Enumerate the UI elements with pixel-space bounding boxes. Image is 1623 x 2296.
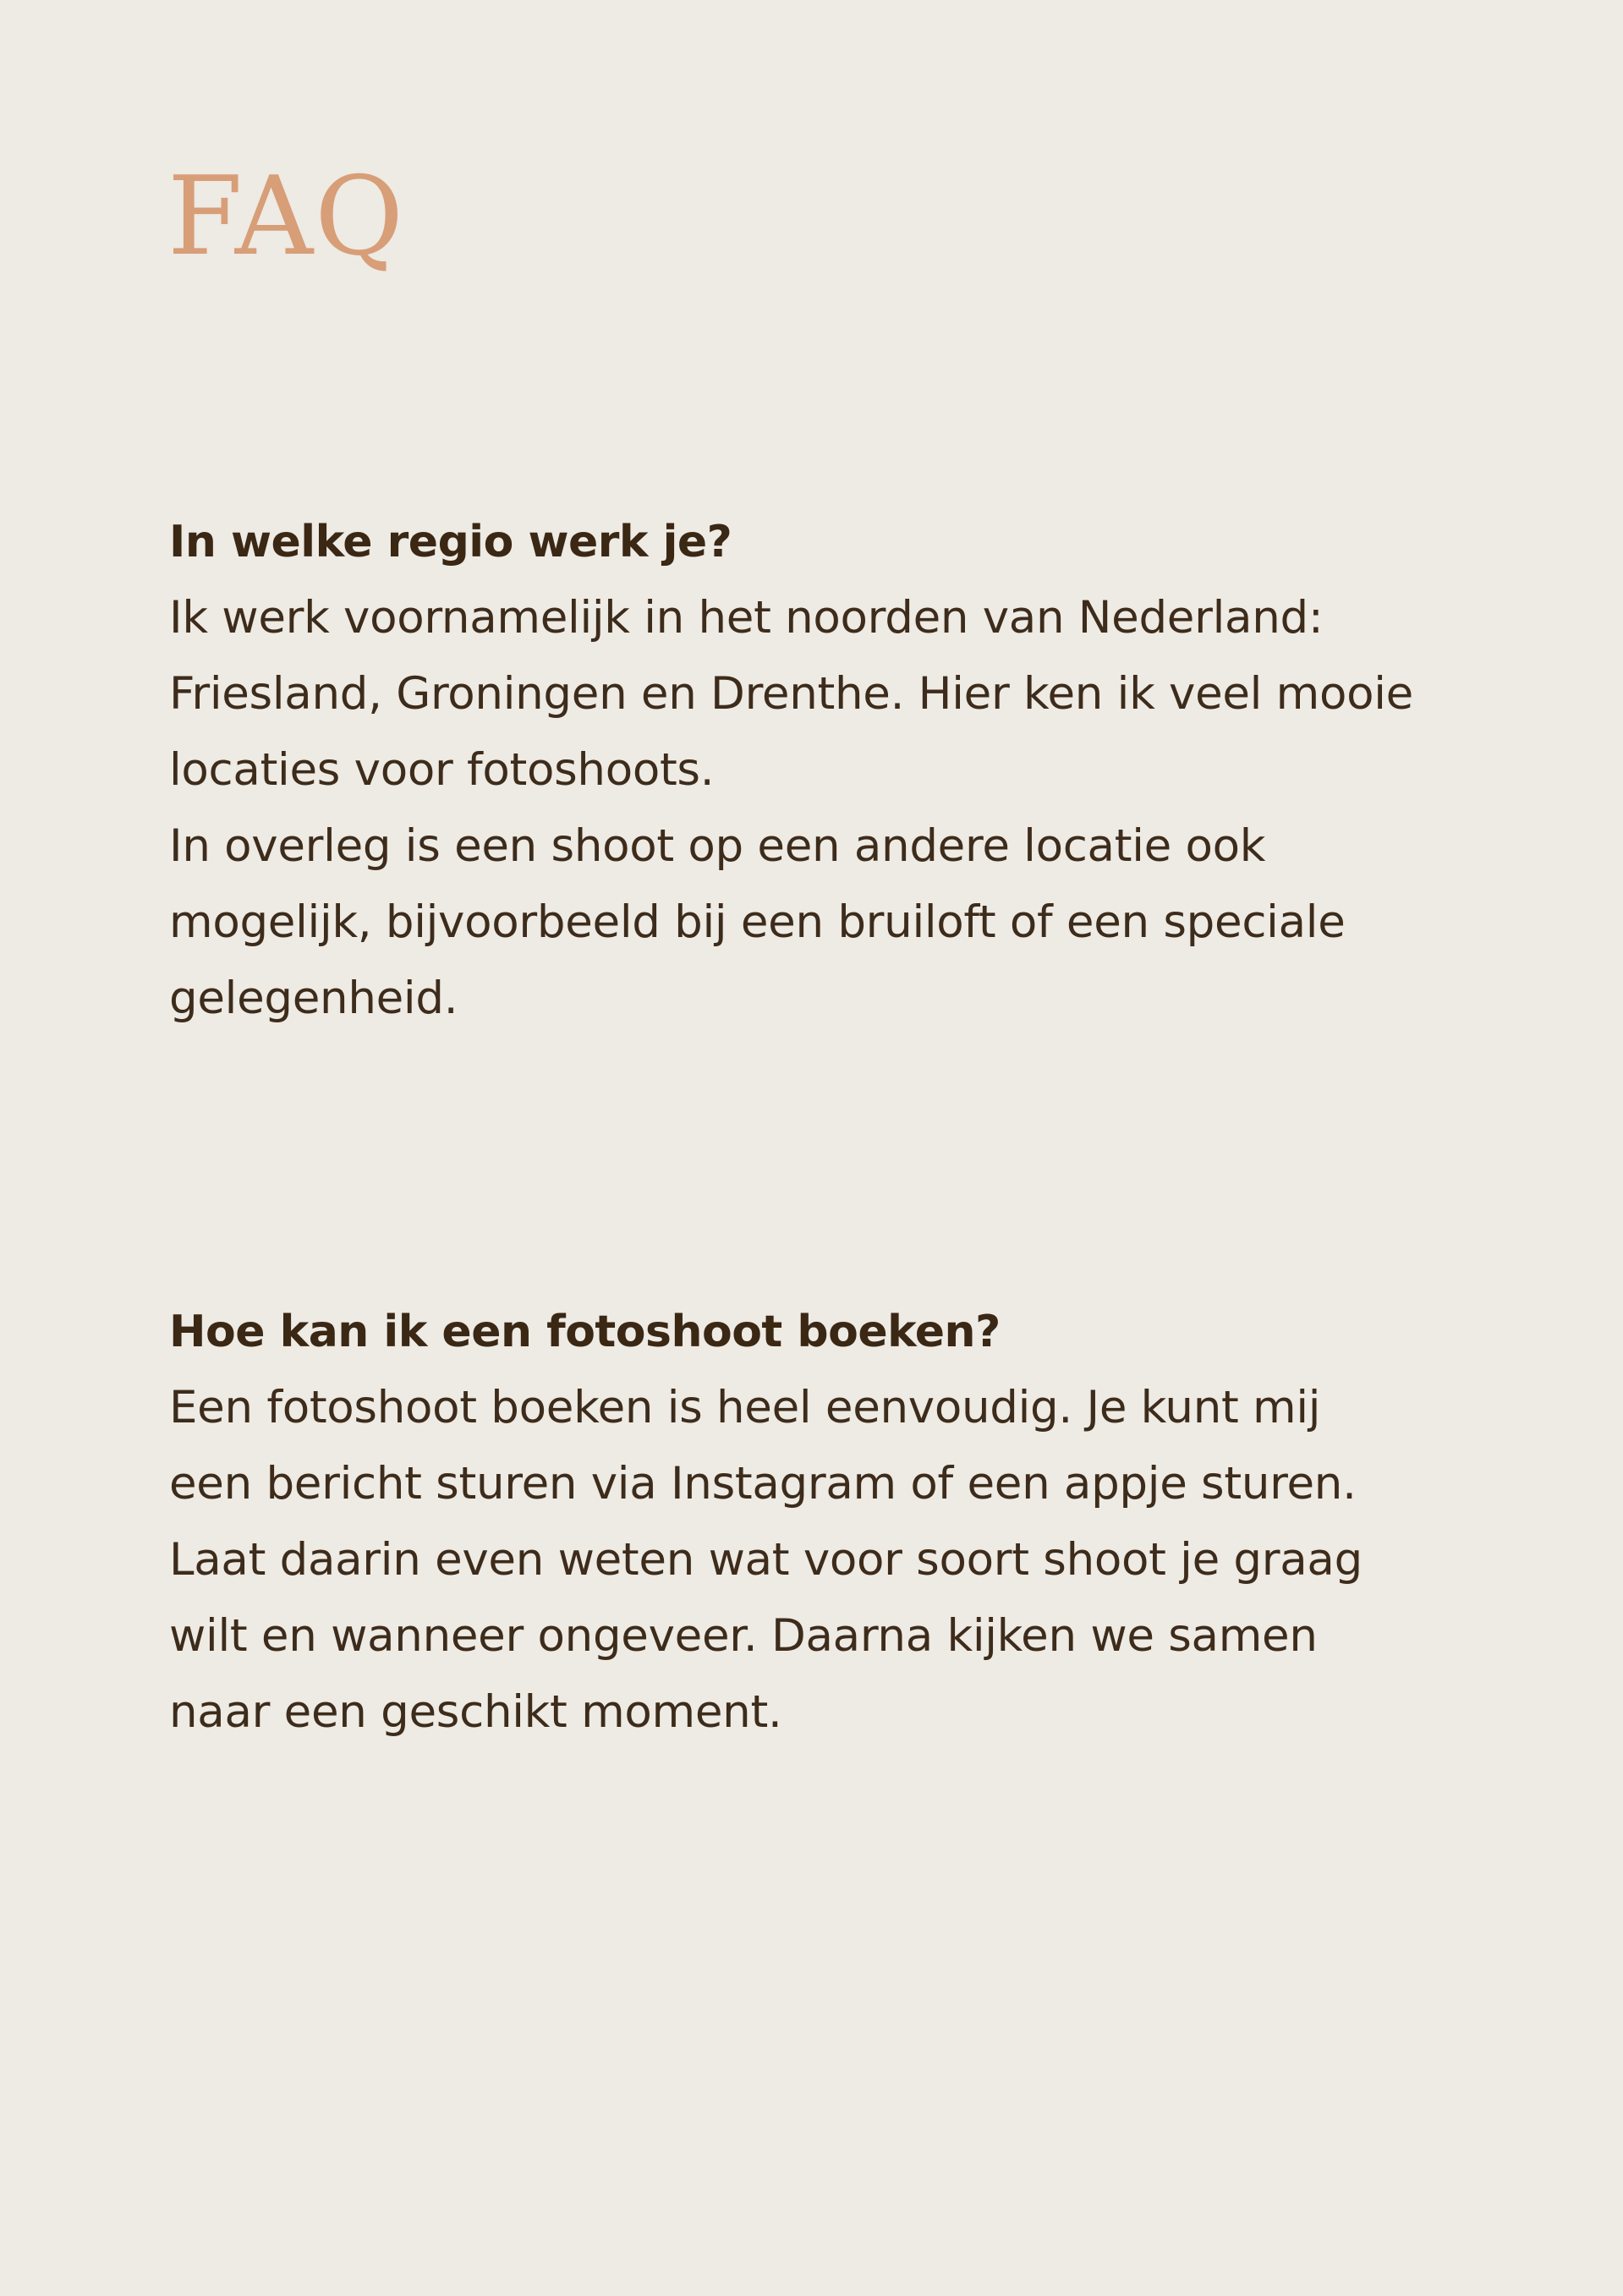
answer-line: gelegenheid. [169, 973, 458, 1024]
answer-line: Friesland, Groningen en Drenthe. Hier ken ik veel mooie [169, 668, 1413, 720]
answer-line: locaties voor fotoshoots. [169, 744, 715, 796]
answer-line: naar een geschikt moment. [169, 1686, 782, 1738]
answer-line: wilt en wanneer ongeveer. Daarna kijken we samen [169, 1610, 1318, 1662]
answer-line: Laat daarin even weten wat voor soort shoot je graag [169, 1534, 1363, 1586]
faq-item-region [169, 504, 1505, 1037]
faq-answer [169, 580, 1505, 1037]
faq-answer [169, 1370, 1505, 1751]
answer-line: Een fotoshoot boeken is heel eenvoudig. Je kunt mij [169, 1382, 1321, 1433]
faq-item-booking [169, 1294, 1505, 1751]
page-title: FAQ [167, 154, 406, 280]
answer-line: In overleg is een shoot op een andere locatie ook [169, 820, 1266, 872]
faq-question: Hoe kan ik een fotoshoot boeken? [169, 1307, 1001, 1357]
answer-line: Ik werk voornamelijk in het noorden van Nederland: [169, 592, 1324, 644]
faq-question: In welke regio werk je? [169, 517, 732, 567]
answer-line: een bericht sturen via Instagram of een appje sturen. [169, 1458, 1357, 1510]
answer-line: mogelijk, bijvoorbeeld bij een bruiloft of een speciale [169, 896, 1346, 948]
